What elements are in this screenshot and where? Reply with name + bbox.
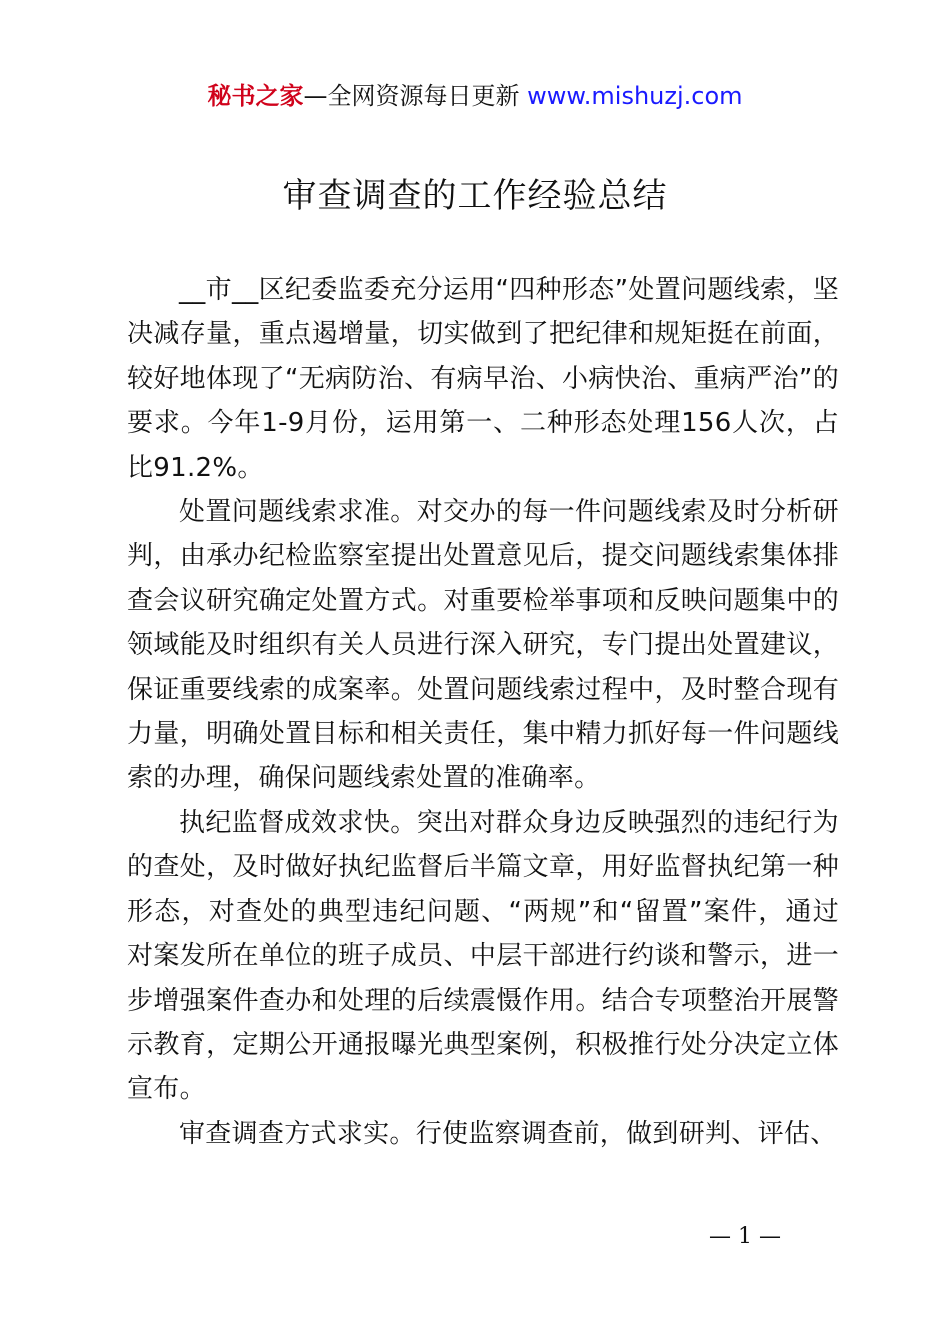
paragraph-intro: __市__区纪委监委充分运用“四种形态”处置问题线索，坚决减存量，重点遏增量，切实做到了把纪律和规矩挺在前面，较好地体现了“无病防治、有病早治、小病快治、重病严治”的要求。今年1-9月份，运用第一、二种形态处理156人次，占比91.2%。	[127, 275, 839, 483]
document-body	[127, 268, 839, 1156]
site-url-link[interactable]: www.mishuzj.com	[527, 82, 743, 110]
page-number: — 1 —	[709, 1224, 781, 1249]
paragraph-supervision: 执纪监督成效求快。突出对群众身边反映强烈的违纪行为的查处，及时做好执纪监督后半篇文章，用好监督执纪第一种形态，对查处的典型违纪问题、“两规”和“留置”案件，通过对案发所在单位的班子成员、中层干部进行约谈和警示，进一步增强案件查办和处理的后续震慑作用。结合专项整治开展警示教育，定期公开通报曝光典型案例，积极推行处分决定立体宣布。	[127, 807, 839, 1105]
header-tagline: —全网资源每日更新	[303, 82, 520, 110]
paragraph-clue-handling: 处置问题线索求准。对交办的每一件问题线索及时分析研判，由承办纪检监察室提出处置意见后，提交问题线索集体排查会议研究确定处置方式。对重要检举事项和反映问题集中的领域能及时组织有关人员进行深入研究，专门提出处置建议，保证重要线索的成案率。处置问题线索过程中，及时整合现有力量，明确处置目标和相关责任，集中精力抓好每一件问题线索的办理，确保问题线索处置的准确率。	[127, 497, 839, 794]
site-header	[0, 80, 950, 112]
document-title: 审查调查的工作经验总结	[282, 176, 668, 216]
brand-name: 秘书之家	[207, 82, 304, 110]
paragraph-investigation: 审查调查方式求实。行使监察调查前，做到研判、评估、	[179, 1118, 837, 1149]
